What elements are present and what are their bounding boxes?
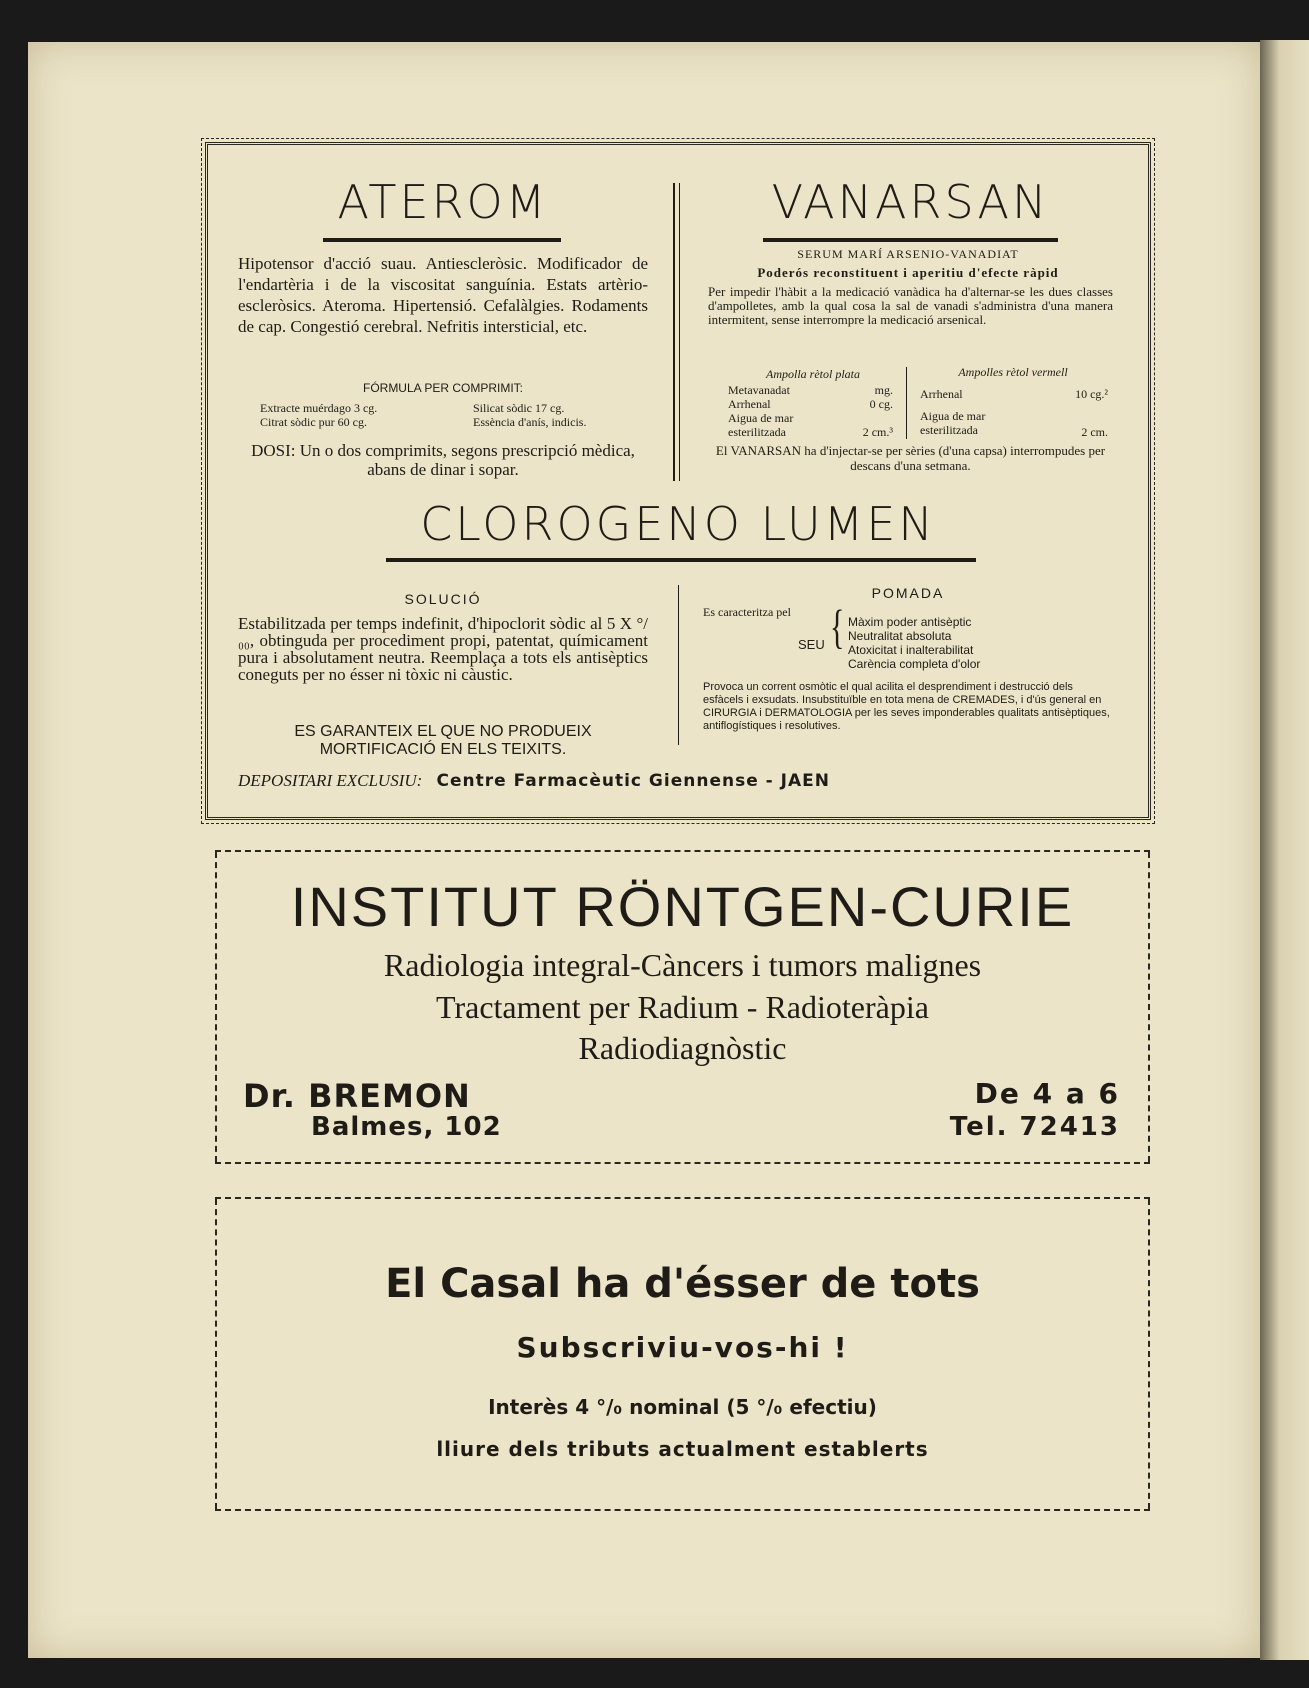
vanarsan-col2-row2-name: Aigua de mar esterilitzada (920, 409, 986, 437)
casal-tax: lliure dels tributs actualment establerts (436, 1437, 929, 1461)
clorogeno-pomada-prop-4: Carència completa d'olor (848, 657, 981, 671)
depositari-line (238, 771, 1118, 791)
aterom-rule (323, 238, 561, 242)
institut-address: Balmes, 102 (311, 1112, 502, 1142)
casal-title: El Casal ha d'ésser de tots (385, 1261, 980, 1307)
vanarsan-col2-heading: Ampolles rètol vermell (958, 365, 1068, 379)
vanarsan-subtitle: SERUM MARÍ ARSENIO-VANADIAT (797, 247, 1019, 261)
clorogeno-solucio-heading: SOLUCIÓ (404, 591, 482, 607)
divider-vertical-top-2 (679, 183, 680, 481)
vanarsan-col-divider (906, 367, 907, 439)
aterom-formula-right-2: Essència d'anís, indicis. (473, 415, 587, 429)
vanarsan-col1-row3-name: Aigua de mar esterilitzada (728, 411, 794, 439)
institut-doctor: Dr. BREMON (243, 1077, 471, 1115)
clorogeno-solucio-guarantee: ES GARANTEIX EL QUE NO PRODUEIX MORTIFICACIÓ EN ELS TEIXITS. (294, 723, 592, 758)
depositari-name: Centre Farmacèutic Giennense - JAEN (436, 771, 830, 791)
casal-ad (215, 1197, 1150, 1511)
institut-phone: Tel. 72413 (949, 1112, 1120, 1142)
depositari-label: DEPOSITARI EXCLUSIU: (238, 771, 423, 790)
vanarsan-tagline: Poderós reconstituent i aperitiu d'efecte ràpid (757, 265, 1059, 280)
aterom-formula-heading: FÓRMULA PER COMPRIMIT: (362, 381, 523, 395)
vanarsan-col1-row3-value: 2 cm.³ (862, 425, 893, 439)
pharma-ad-box (205, 142, 1151, 820)
vanarsan-col1-row1-value: mg. (874, 383, 893, 397)
aterom-dose: DOSI: Un o dos comprimits, segons prescripció mèdica, abans de dinar i sopar. (251, 441, 635, 479)
clorogeno-pomada-prop-2: Neutralitat absoluta (848, 629, 952, 643)
aterom-title: ATEROM (337, 175, 549, 229)
divider-vertical-bottom (678, 585, 679, 745)
clorogeno-rule (386, 558, 976, 562)
aterom-formula-right-1: Silicat sòdic 17 cg. (473, 401, 565, 415)
casal-interest: Interès 4 °/₀ nominal (5 °/₀ efectiu) (488, 1395, 877, 1419)
clorogeno-pomada-body: Provoca un corrent osmòtic el qual acilita el desprendiment i destrucció dels esfàcels i exsudats. Insubstituïble en tota mena de CREMADES, i d'ús general en CIRURGIA i DERMATOLOGIA per les seves imponderables qualitats antisèptiques, antiflogístiques i resolutives. (703, 681, 1110, 732)
brace-icon: { (830, 600, 845, 654)
vanarsan-col2-row1-name: Arrhenal (920, 387, 963, 401)
institut-hours: De 4 a 6 (974, 1077, 1120, 1110)
clorogeno-title: CLOROGENO LUMEN (420, 497, 936, 551)
book-edge (1260, 40, 1309, 1660)
institut-ad (215, 850, 1150, 1164)
clorogeno-pomada-heading: POMADA (871, 585, 945, 601)
vanarsan-col1-heading: Ampolla rètol plata (766, 367, 860, 381)
aterom-formula-left-1: Extracte muérdago 3 cg. (260, 401, 378, 415)
aterom-formula-left-2: Citrat sòdic pur 60 cg. (260, 415, 367, 429)
divider-vertical-top (673, 183, 675, 481)
casal-subscribe: Subscriviu-vos-hi ! (516, 1331, 849, 1364)
clorogeno-pomada-seu: SEU (798, 637, 825, 652)
vanarsan-col2-row1-value: 10 cg.² (1075, 387, 1108, 401)
vanarsan-body: Per impedir l'hàbit a la medicació vanàdica ha d'alternar-se les dues classes d'ampolletes, amb la qual cosa la sal de vanadi s'administra d'una manera intermitent, sense interrompre la medicació arsenical. (708, 284, 1113, 327)
clorogeno-pomada-intro: Es caracteritza pel (703, 605, 791, 619)
vanarsan-col1-row2-name: Arrhenal (728, 397, 771, 411)
vanarsan-rule (763, 238, 1058, 242)
institut-line2: Tractament per Radium - Radioteràpia (436, 989, 929, 1025)
vanarsan-col1-row2-value: 0 cg. (869, 397, 893, 411)
clorogeno-pomada-prop-1: Màxim poder antisèptic (848, 615, 972, 629)
clorogeno-pomada-prop-3: Atoxicitat i inalterabilitat (848, 643, 974, 657)
aterom-body: Hipotensor d'acció suau. Antiescleròsic. Modificador de l'endartèria i de la viscositat sanguínia. Estats artèrio-escleròsics. Ateroma. Hipertensió. Cefalàlgies. Rodaments de cap. Congestió cerebral. Nefritis intersticial, etc. (238, 254, 648, 336)
clorogeno-solucio-body: Estabilitzada per temps indefinit, d'hipoclorit sòdic al 5 X °/₀₀, obtinguda per procediment propi, patentat, químicament pura i absolutament neutra. Reemplaça a tots els antisèptics coneguts per no ésser ni tòxic ni càustic. (238, 614, 648, 684)
institut-line1: Radiologia integral-Càncers i tumors malignes (383, 947, 982, 983)
vanarsan-title: VANARSAN (771, 175, 1050, 229)
vanarsan-col1-row1-name: Metavanadat (728, 383, 790, 397)
vanarsan-footer: El VANARSAN ha d'injectar-se per sèries (d'una capsa) interrompudes per descans d'una setmana. (715, 443, 1106, 473)
institut-line3: Radiodiagnòstic (578, 1030, 787, 1066)
institut-title: INSTITUT RÖNTGEN-CURIE (290, 875, 1075, 938)
vanarsan-col2-row2-value: 2 cm. (1081, 425, 1108, 439)
